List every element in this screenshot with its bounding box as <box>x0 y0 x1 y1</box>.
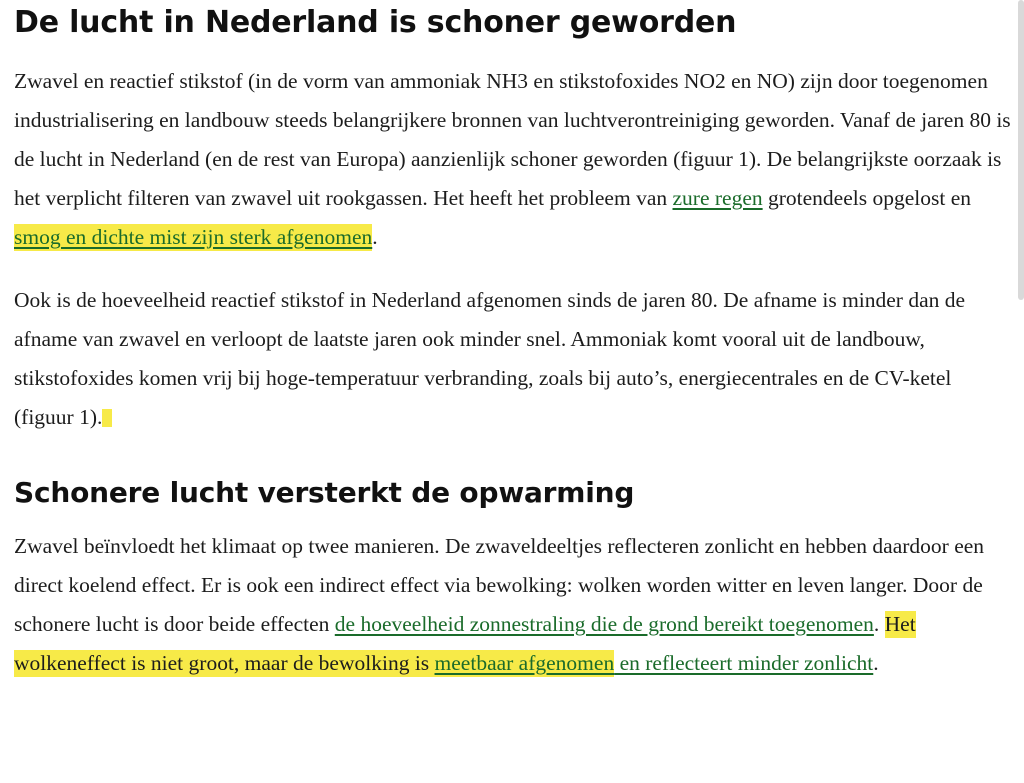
link-zure-regen[interactable]: zure regen <box>672 186 763 210</box>
link-hoeveelheid-zonnestraling[interactable]: de hoeveelheid zonnestraling die de grond bereikt toegenomen <box>334 612 874 636</box>
spacer <box>14 511 1014 527</box>
link-meetbaar-afgenomen-highlighted[interactable]: meetbaar afgenomen <box>434 651 615 675</box>
paragraph-1-text-part-1: Zwavel en reactief stikstof (in de vorm van ammoniak NH3 en stikstofoxides NO2 en NO) zijn door toegenomen industrialisering en landbouw steeds belangrijkere bronnen van luchtverontreiniging geworden. Vanaf de jaren 80 is de lucht in Nederland (en de rest van Europa) aanzienlijk schoner geworden (figuur 1). De belangrijkste oorzaak is het verplicht filteren van zwavel uit rookgassen. Het heeft het probleem van <box>14 69 1011 210</box>
spacer <box>14 437 1014 461</box>
link-smog-en-dichte-mist-highlighted[interactable]: smog en dichte mist zijn sterk afgenomen <box>14 225 373 249</box>
scrollbar[interactable] <box>1018 0 1024 783</box>
paragraph-2 <box>14 281 1014 437</box>
paragraph-1-text-part-3: . <box>372 225 378 249</box>
link-reflecteert-minder-zonlicht[interactable]: en reflecteert minder zonlicht <box>614 651 874 675</box>
highlight-wolkeneffect: Het wolkeneffect is niet groot, maar de bewolking is <box>14 612 916 675</box>
paragraph-1 <box>14 62 1014 257</box>
section-heading: Schonere lucht versterkt de opwarming <box>14 476 635 509</box>
paragraph-3-text-part-1: Zwavel beïnvloedt het klimaat op twee manieren. De zwaveldeeltjes reflecteren zonlicht en hebben daardoor een direct koelend effect. Er is ook een indirect effect via bewolking: wolken worden witter en leven langer. Door de schonere lucht is door beide effecten <box>14 534 985 636</box>
spacer <box>14 257 1014 281</box>
paragraph-3-text-part-3: . <box>873 651 879 675</box>
stray-highlight-mark <box>102 409 112 427</box>
page-title: De lucht in Nederland is schoner geworden <box>14 5 737 40</box>
scrollbar-thumb[interactable] <box>1018 0 1024 300</box>
paragraph-1-text-part-2: grotendeels opgelost en <box>762 186 972 210</box>
paragraph-2-text: Ook is de hoeveelheid reactief stikstof in Nederland afgenomen sinds de jaren 80. De afname is minder dan de afname van zwavel en verloopt de laatste jaren ook minder snel. Ammoniak komt vooral uit de landbouw, stikstofoxides komen vrij bij hoge-temperatuur verbranding, zoals bij auto’s, energiecentrales en de CV-ketel (figuur 1). <box>14 288 966 429</box>
spacer <box>14 42 1014 62</box>
paragraph-3 <box>14 527 1014 683</box>
paragraph-3-text-part-2: . <box>873 612 885 636</box>
